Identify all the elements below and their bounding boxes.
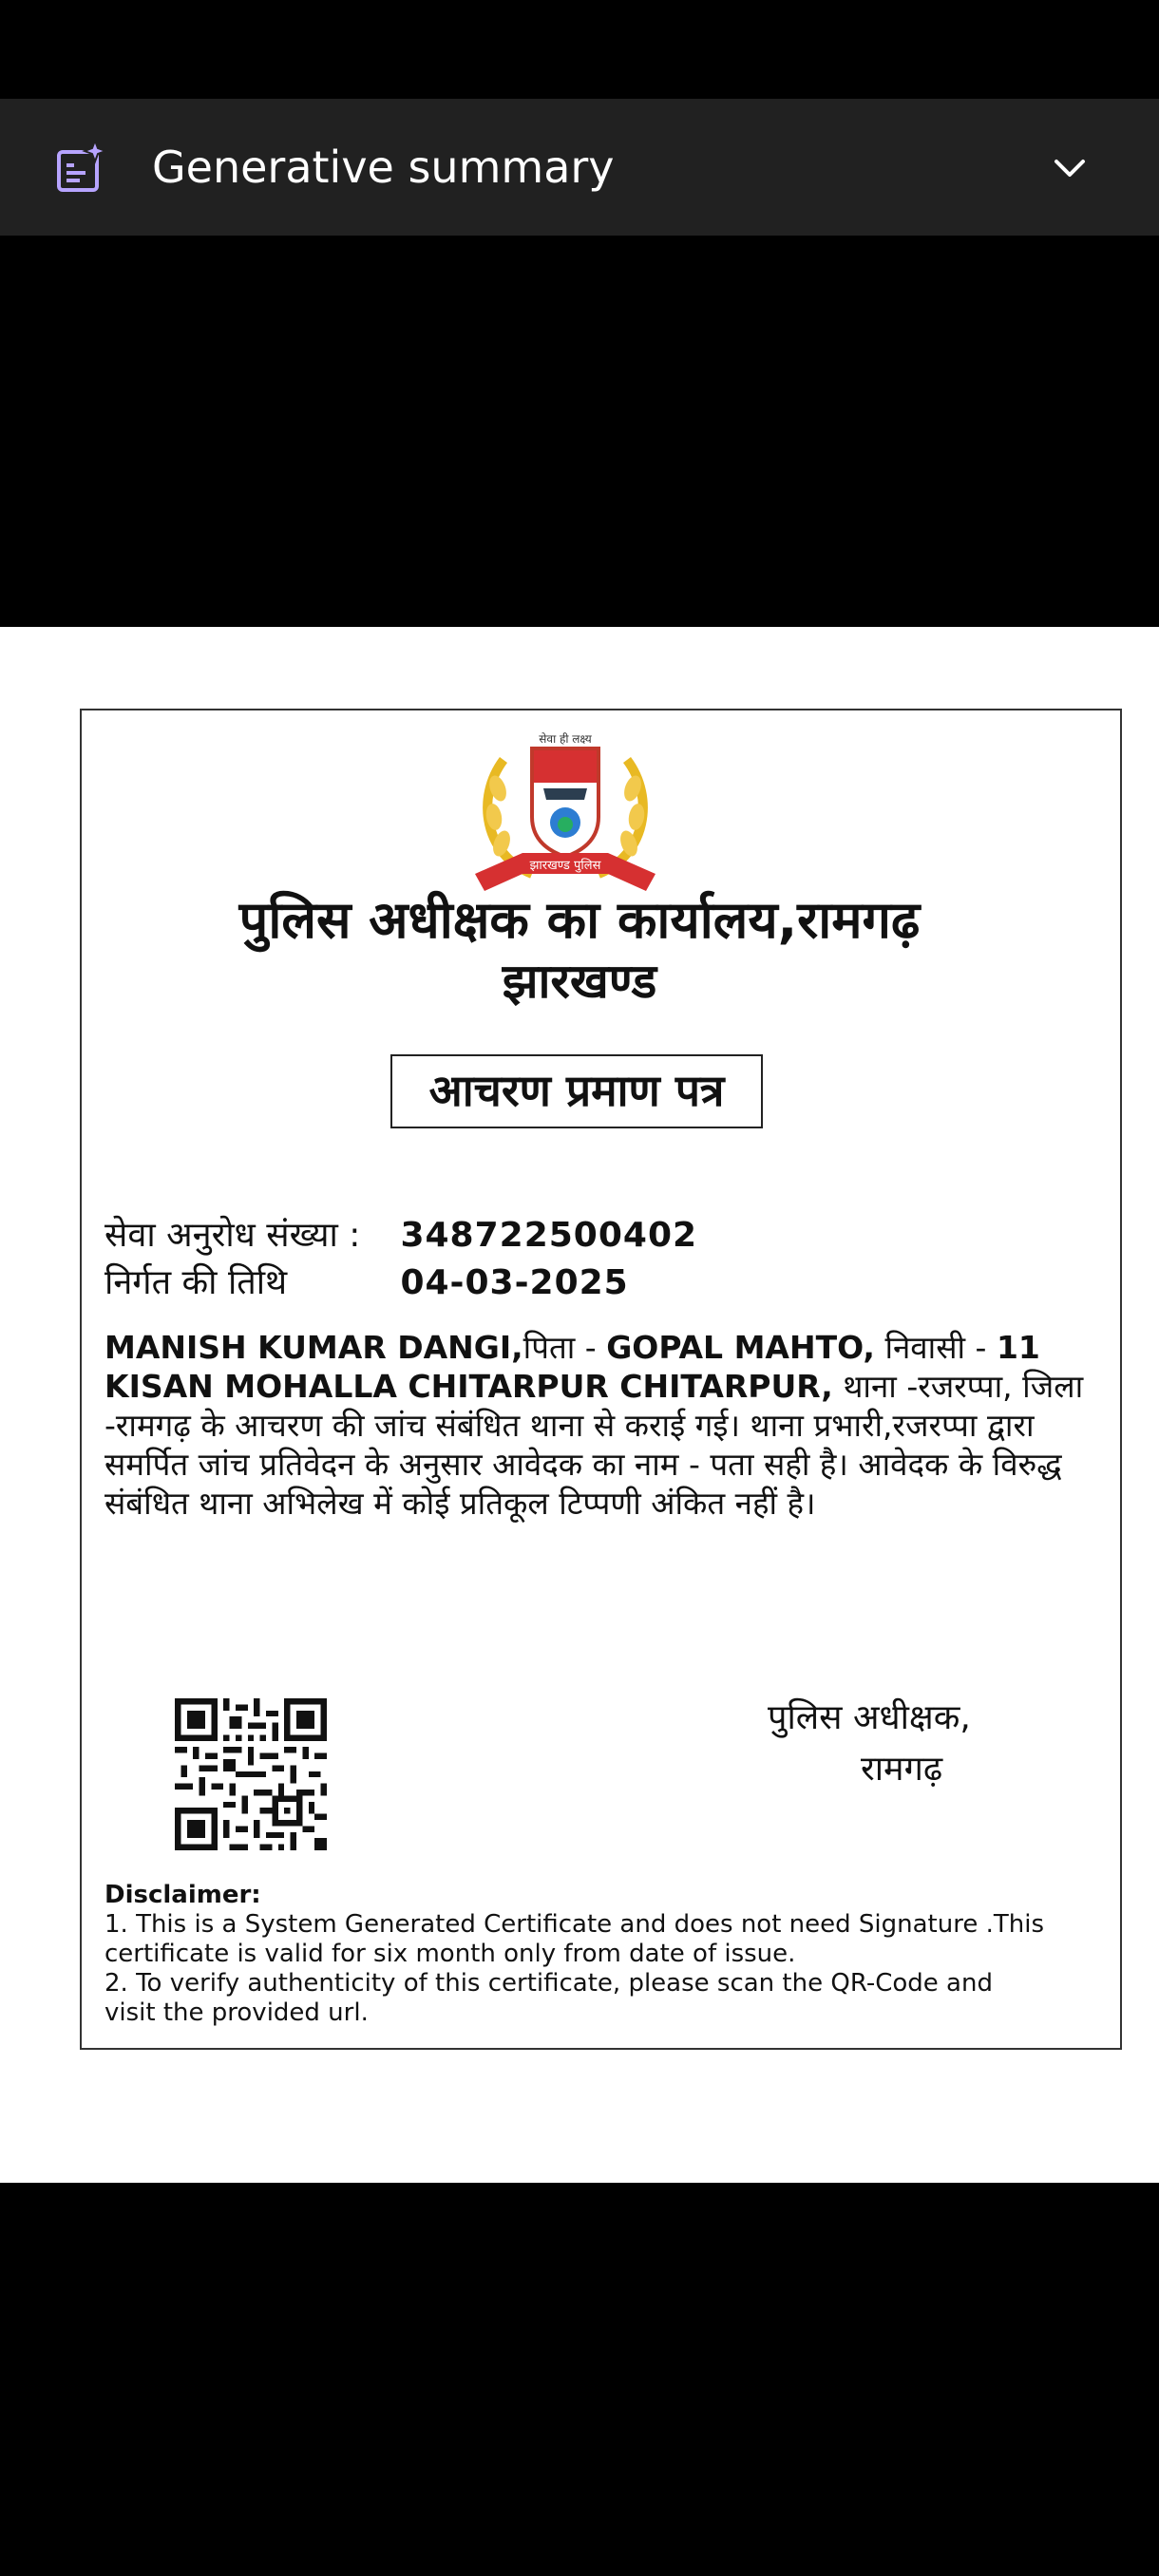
disclaimer-line-3: 2. To verify authenticity of this certificate, please scan the QR-Code and (104, 1969, 993, 1998)
issue-date-row (104, 1261, 629, 1305)
signatory-title: पुलिस अधीक्षक, (768, 1698, 971, 1737)
service-request-row (104, 1214, 697, 1258)
office-name-line2: झारखण्ड (502, 954, 657, 1009)
father-label: पिता - (522, 1329, 607, 1366)
chevron-down-icon[interactable] (1051, 152, 1089, 182)
issue-date-label: निर्गत की तिथि (104, 1263, 288, 1302)
disclaimer (104, 1881, 1092, 2028)
signatory-place: रामगढ़ (861, 1750, 943, 1789)
residence-label: निवासी - (874, 1329, 997, 1366)
emblem-motto: सेवा ही लक्ष्य (539, 732, 592, 746)
father-name: GOPAL MAHTO, (606, 1329, 875, 1366)
certificate-body (104, 1328, 1102, 1523)
office-name-line1: पुलिस अधीक्षक का कार्यालय,रामगढ़ (238, 890, 921, 950)
disclaimer-line-4: visit the provided url. (104, 1998, 369, 2027)
disclaimer-heading: Disclaimer: (104, 1881, 261, 1909)
service-request-label: सेवा अनुरोध संख्या : (104, 1216, 361, 1255)
sparkle-summary-icon (53, 139, 110, 196)
issue-date-value: 04-03-2025 (400, 1263, 629, 1302)
certificate-title: आचरण प्रमाण पत्र (390, 1054, 763, 1128)
emblem-ribbon-text: झारखण्ड पुलिस (529, 859, 601, 873)
generative-summary-bar[interactable] (0, 99, 1159, 236)
disclaimer-line-1: 1. This is a System Generated Certificate and does not need Signature .This (104, 1910, 1045, 1939)
applicant-name: MANISH KUMAR DANGI, (104, 1329, 523, 1366)
service-request-value: 348722500402 (400, 1216, 698, 1255)
disclaimer-line-2: certificate is valid for six month only from date of issue. (104, 1940, 796, 1968)
certificate-body-text: थाना -रजरप्पा, जिला -रामगढ़ के आचरण की जांच संबंधित थाना से कराई गई। थाना प्रभारी,रजरप्पा द्वारा समर्पित जांच प्रतिवेदन के अनुसार आवेदक का नाम - पता सही है। आवेदक के विरुद्ध संबंधित थाना अभिलेख में कोई प्रतिकूल टिप्पणी अंकित नहीं है। (104, 1368, 1084, 1522)
generative-summary-title: Generative summary (152, 142, 615, 193)
applicant-address: 11 KISAN MOHALLA CHITARPUR CHITARPUR, (104, 1329, 1040, 1405)
jharkhand-police-emblem-icon (466, 731, 665, 902)
qr-code[interactable] (175, 1698, 327, 1850)
document-page (0, 627, 1159, 2183)
